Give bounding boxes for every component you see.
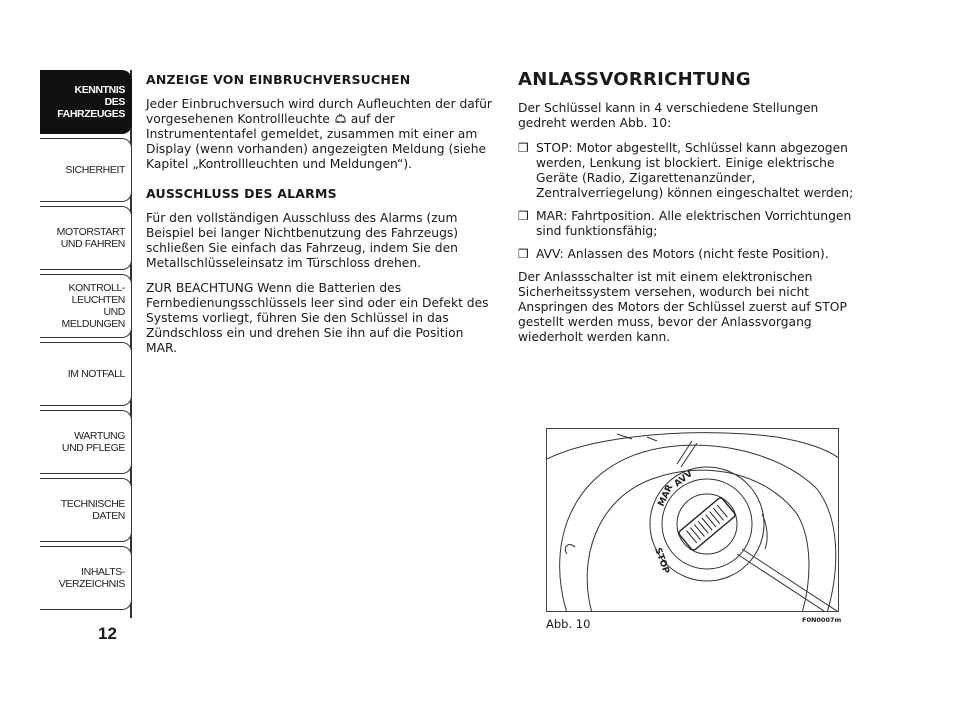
- ignition-switch-illustration: [547, 429, 839, 612]
- bullet-box-icon: ❒: [518, 247, 529, 261]
- car-alarm-icon: [334, 113, 347, 124]
- page-number: 12: [98, 624, 117, 643]
- tab-im-notfall[interactable]: IM NOTFALL: [40, 342, 132, 406]
- tab-wartung[interactable]: WARTUNG UND PFLEGE: [40, 410, 132, 474]
- section-title-ausschluss: AUSSCHLUSS DES ALARMS: [146, 186, 337, 201]
- tab-technische-daten[interactable]: TECHNISCHE DATEN: [40, 478, 132, 542]
- list-item: ❒ MAR: Fahrtposition. Alle elektrischen Vorrichtungen sind funktionsfähig;: [518, 209, 852, 238]
- intro-text: Der Schlüssel kann in 4 verschiedene Stellungen gedreht werden Abb. 10:: [518, 101, 819, 130]
- label-stop: STOP: [652, 546, 671, 576]
- tab-sicherheit[interactable]: SICHERHEIT: [40, 138, 132, 202]
- section-text-einbruch: Jeder Einbruchversuch wird durch Aufleuchten der dafür vorgesehenen Kontrollleuchte auf der Instrumententafel gemeldet, zusammen mit einer am Display (wenn vorhanden) angezeigten Meldung (siehe Kapitel „Kontrollleuchten und Meldungen“).: [146, 97, 492, 171]
- section-title-einbruch: ANZEIGE VON EINBRUCHVERSUCHEN: [146, 72, 411, 87]
- bullet-box-icon: ❒: [518, 141, 529, 155]
- outro-text: Der Anlassschalter ist mit einem elektronischen Sicherheitssystem versehen, wodurch bei nicht Anspringen des Motors der Schlüssel zuerst auf STOP gestellt werden muss, bevor der Anlassvorgang wiederholt werden kann.: [518, 270, 847, 344]
- tab-kontrollleuchten[interactable]: KONTROLL- LEUCHTEN UND MELDUNGEN: [40, 274, 132, 338]
- tab-kenntnis[interactable]: KENNTNIS DES FAHRZEUGES: [40, 70, 132, 134]
- figure-code: F0N0007m: [802, 616, 842, 624]
- bullet-box-icon: ❒: [518, 209, 529, 223]
- page-title: ANLASSVORRICHTUNG: [518, 69, 751, 90]
- ignition-switch-figure: [546, 428, 839, 612]
- list-item: ❒ STOP: Motor abgestellt, Schlüssel kann abgezogen werden, Lenkung ist blockiert. Einige elektrische Geräte (Radio, Zigarettenanzünder, Zentralverriegelung) können eingeschaltet werden;: [518, 141, 854, 200]
- label-mar: MAR: [656, 483, 676, 509]
- label-avv: AVV: [672, 468, 695, 490]
- left-column: [146, 72, 498, 366]
- figure-caption: Abb. 10: [546, 617, 591, 631]
- list-item: ❒ AVV: Anlassen des Motors (nicht feste Position).: [518, 247, 829, 261]
- tab-motorstart[interactable]: MOTORSTART UND FAHREN: [40, 206, 132, 270]
- section-text-ausschluss: Für den vollständigen Ausschluss des Alarms (zum Beispiel bei langer Nichtbenutzung des Fahrzeugs) schließen Sie einfach das Fahrzeug, indem Sie den Metallschlüsseleinsatz im Türschloss drehen.: [146, 211, 459, 270]
- note-text: ZUR BEACHTUNG Wenn die Batterien des Fernbedienungsschlüssels leer sind oder ein Defekt des Systems vorliegt, führen Sie den Schlüssel in das Zündschloss ein und drehen Sie ihn auf die Position MAR.: [146, 281, 489, 355]
- right-column: [518, 69, 870, 355]
- tab-inhaltsverzeichnis[interactable]: INHALTS- VERZEICHNIS: [40, 546, 132, 610]
